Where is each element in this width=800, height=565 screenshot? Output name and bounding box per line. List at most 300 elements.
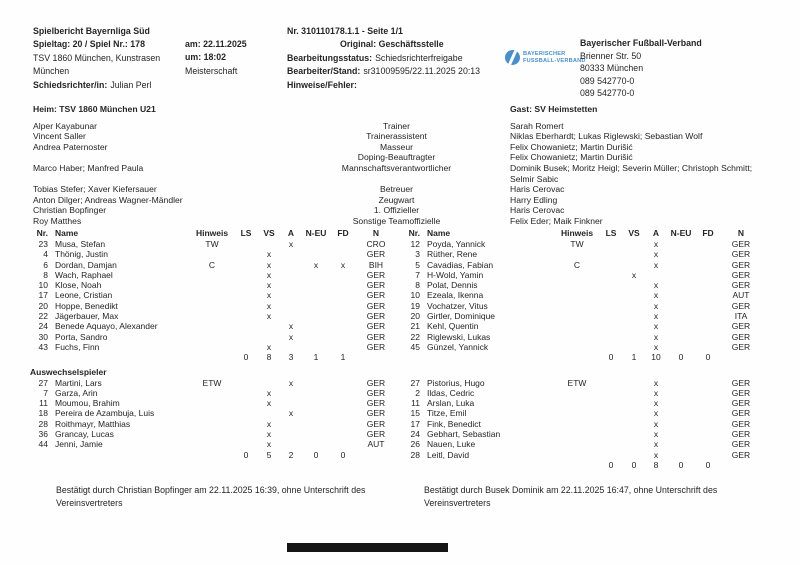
player-name: Jenni, Jamie — [55, 439, 103, 450]
mark-a: x — [653, 408, 659, 419]
page-title: Spielbericht Bayernliga Süd — [33, 26, 150, 36]
mark-vs — [623, 311, 645, 321]
mark-fd — [330, 439, 356, 449]
mark-fd — [695, 450, 721, 460]
mark-fd — [695, 249, 721, 259]
mark-ls — [599, 280, 623, 290]
player-row — [30, 290, 396, 300]
mark-ls — [234, 290, 258, 300]
mark-neu: x — [313, 259, 319, 270]
guest-starters-totals-row — [402, 352, 774, 362]
player-hinweis — [555, 398, 599, 408]
player-row — [402, 378, 774, 388]
home-team-title: Heim: TSV 1860 München U21 — [33, 104, 156, 114]
player-name: Girtler, Dominique — [427, 311, 496, 322]
player-name: Cavadias, Fabian — [427, 259, 494, 270]
home-table-header-row — [30, 228, 396, 239]
player-name: Martini, Lars — [55, 377, 102, 388]
mark-fd — [330, 249, 356, 259]
mark-vs — [623, 332, 645, 342]
mark-ls — [234, 342, 258, 352]
mark-neu — [667, 408, 695, 418]
official-role-label: Trainerassistent — [366, 131, 427, 142]
mark-fd — [695, 280, 721, 290]
col-header-name: Name — [55, 228, 79, 238]
mark-neu — [667, 290, 695, 300]
mark-neu — [667, 429, 695, 439]
player-row — [402, 249, 774, 259]
player-name: Gebhart, Sebastian — [427, 429, 501, 440]
player-number: 10 — [38, 280, 48, 291]
officials-row — [33, 131, 774, 142]
mark-ls — [234, 419, 258, 429]
player-hinweis — [190, 388, 234, 398]
player-number: 8 — [43, 269, 48, 280]
player-hinweis — [190, 311, 234, 321]
official-role-label: Zeugwart — [378, 194, 415, 205]
total-ls: 0 — [243, 352, 249, 363]
mark-neu — [667, 398, 695, 408]
player-name: Vochatzer, Vitus — [427, 300, 488, 311]
mark-vs — [623, 290, 645, 300]
officials-row — [33, 205, 774, 216]
player-hinweis — [555, 419, 599, 429]
home-starters-totals-row — [30, 352, 396, 362]
player-row — [402, 260, 774, 270]
total-vs: 8 — [266, 352, 272, 363]
player-name: Günzel, Yannick — [427, 341, 489, 352]
player-number: 27 — [38, 377, 48, 388]
mark-fd — [330, 419, 356, 429]
player-hinweis — [190, 249, 234, 259]
player-number: 20 — [38, 300, 48, 311]
header-datetime — [185, 38, 247, 78]
player-nationality: GER — [366, 398, 386, 409]
player-hinweis — [555, 290, 599, 300]
home-official-names: Tobias Stefer; Xaver Kiefersauer — [33, 184, 157, 195]
player-nationality: GER — [366, 280, 386, 291]
player-nationality: GER — [366, 300, 386, 311]
mark-vs — [623, 301, 645, 311]
player-row — [402, 239, 774, 249]
player-hinweis: TW — [570, 239, 584, 249]
mark-ls — [234, 398, 258, 408]
mark-a: x — [288, 239, 294, 249]
total-fd: 0 — [340, 449, 346, 460]
mark-vs — [623, 398, 645, 408]
mark-vs — [258, 378, 280, 388]
mark-fd — [330, 429, 356, 439]
editor-stand-row — [287, 65, 512, 78]
mark-a: x — [653, 398, 659, 409]
player-number: 44 — [38, 439, 48, 450]
player-number: 2 — [415, 387, 420, 398]
mark-neu — [302, 378, 330, 388]
mark-ls — [599, 450, 623, 460]
officials-row — [33, 184, 774, 195]
mark-a: x — [653, 449, 659, 460]
guest-subs-rows — [402, 378, 774, 460]
player-row — [30, 249, 396, 259]
player-nationality: GER — [366, 269, 386, 280]
scan-artifact-bar — [287, 543, 448, 552]
mark-ls — [234, 311, 258, 321]
player-name: Arslan, Luka — [427, 398, 475, 409]
player-hinweis — [555, 450, 599, 460]
col-header-fd: FD — [337, 228, 349, 238]
player-number: 36 — [38, 429, 48, 440]
mark-vs: x — [266, 429, 272, 440]
total-ls: 0 — [608, 352, 614, 363]
player-hinweis — [190, 280, 234, 290]
bfv-logo-line1: BAYERISCHER — [523, 51, 566, 58]
mark-a — [280, 311, 302, 321]
player-hinweis — [190, 290, 234, 300]
mark-neu — [302, 408, 330, 418]
player-name: H-Wold, Yamin — [427, 269, 484, 280]
guest-official-names: Dominik Busek; Moritz Heigl; Severin Müller; Christoph Schmitt; Selmir Sabic — [510, 162, 753, 184]
col-header-hinweis: Hinweis — [195, 228, 229, 238]
player-name: Leitl, David — [427, 449, 470, 460]
officials-row — [33, 121, 774, 132]
status-label: Bearbeitungsstatus: — [287, 52, 373, 63]
mark-fd — [330, 398, 356, 408]
player-name: Porta, Sandro — [55, 331, 108, 342]
mark-vs: x — [631, 269, 637, 280]
total-vs: 0 — [631, 459, 637, 470]
mark-vs — [623, 419, 645, 429]
player-name: Rüther, Rene — [427, 249, 478, 260]
total-neu: 0 — [678, 352, 684, 363]
player-row — [30, 342, 396, 352]
association-name: Bayerischer Fußball-Verband — [580, 38, 702, 48]
mark-ls — [599, 429, 623, 439]
mark-neu — [667, 378, 695, 388]
player-hinweis — [190, 439, 234, 449]
player-hinweis — [555, 270, 599, 280]
referee-name: Julian Perl — [110, 79, 152, 90]
player-hinweis — [555, 439, 599, 449]
mark-a: x — [653, 321, 659, 332]
player-row — [30, 419, 396, 429]
player-number: 18 — [38, 408, 48, 419]
player-number: 22 — [38, 311, 48, 322]
player-hinweis — [555, 301, 599, 311]
player-name: Fink, Benedict — [427, 418, 481, 429]
mark-ls — [599, 301, 623, 311]
player-name: Jägerbauer, Max — [55, 311, 119, 322]
mark-neu — [667, 321, 695, 331]
mark-neu — [302, 398, 330, 408]
mark-neu — [667, 388, 695, 398]
player-number: 23 — [38, 239, 48, 249]
player-number: 20 — [410, 311, 420, 322]
mark-fd — [330, 290, 356, 300]
bfv-logo-line2: FUSSBALL-VERBAND — [523, 57, 586, 64]
mark-ls — [599, 321, 623, 331]
mark-ls — [234, 388, 258, 398]
guest-official-names: Sarah Romert — [510, 120, 564, 131]
col-header-ls: LS — [240, 228, 252, 238]
player-hinweis — [190, 321, 234, 331]
status-value: Schiedsrichterfreigabe — [375, 52, 463, 63]
mark-neu — [302, 342, 330, 352]
mark-a: x — [653, 300, 659, 311]
col-header-vs: VS — [628, 228, 640, 238]
player-name: Dordan, Damjan — [55, 259, 117, 270]
mark-a: x — [653, 439, 659, 450]
col-header-n: N — [372, 228, 380, 238]
mark-fd — [695, 332, 721, 342]
mark-vs — [623, 342, 645, 352]
mark-ls — [599, 378, 623, 388]
player-number: 6 — [43, 259, 48, 270]
player-nationality: ITA — [734, 311, 748, 322]
original-text: Original: Geschäftsstelle — [340, 39, 444, 50]
mark-vs — [623, 239, 645, 249]
player-hinweis — [555, 311, 599, 321]
officials-row — [33, 152, 774, 163]
player-number: 28 — [410, 449, 420, 460]
mark-vs: x — [266, 280, 272, 291]
mark-fd — [695, 260, 721, 270]
mark-vs: x — [266, 387, 272, 398]
col-header-n: N — [737, 228, 745, 238]
player-nationality: GER — [731, 321, 751, 332]
association-street: Brienner Str. 50 — [580, 50, 642, 61]
mark-fd — [695, 301, 721, 311]
city-text: München — [33, 66, 70, 77]
association-city: 80333 München — [580, 63, 644, 74]
mark-fd — [695, 321, 721, 331]
player-row — [402, 321, 774, 331]
guest-confirmation-text: Bestätigt durch Busek Dominik am 22.11.2025 16:47, ohne Unterschrift des Vereinsvertreters — [424, 485, 718, 508]
player-hinweis: ETW — [202, 377, 222, 388]
col-header-a: A — [652, 228, 660, 238]
bfv-logo-text — [523, 51, 586, 64]
player-nationality: BIH — [368, 259, 384, 270]
player-row — [402, 429, 774, 439]
mark-fd — [695, 290, 721, 300]
mark-a: x — [288, 331, 294, 342]
guest-starters-rows — [402, 239, 774, 352]
mark-a: x — [653, 331, 659, 342]
mark-vs — [258, 408, 280, 418]
player-nationality: GER — [366, 377, 386, 388]
total-fd: 0 — [705, 459, 711, 470]
officials-row — [33, 216, 774, 227]
player-nationality: GER — [731, 439, 751, 450]
player-hinweis: C — [208, 259, 216, 270]
total-vs: 5 — [266, 449, 272, 460]
mark-vs: x — [266, 439, 272, 450]
mark-neu — [667, 270, 695, 280]
mark-vs — [258, 239, 280, 249]
player-hinweis — [190, 332, 234, 342]
player-row — [402, 332, 774, 342]
mark-vs: x — [266, 418, 272, 429]
mark-neu — [667, 342, 695, 352]
guest-team-title: Gast: SV Heimstetten — [510, 104, 598, 114]
guest-official-names: Felix Chowanietz; Martin Durišić — [510, 152, 633, 163]
player-name: Klose, Noah — [55, 280, 102, 291]
home-official-names: Roy Matthes — [33, 215, 82, 226]
mark-vs — [623, 450, 645, 460]
player-name: Poyda, Yannick — [427, 239, 486, 249]
official-role-label: Sonstige Teamoffizielle — [352, 215, 441, 226]
player-number: 22 — [410, 331, 420, 342]
total-neu: 1 — [313, 352, 319, 363]
mark-vs: x — [266, 249, 272, 260]
mark-vs — [623, 321, 645, 331]
mark-a — [280, 388, 302, 398]
player-nationality: GER — [366, 429, 386, 440]
referee-row — [33, 79, 160, 92]
col-header-name: Name — [427, 228, 451, 238]
col-header-hinweis: Hinweis — [560, 228, 594, 238]
mark-a — [280, 260, 302, 270]
col-header-nr: Nr. — [36, 228, 48, 238]
mark-a: x — [288, 377, 294, 388]
player-row — [30, 280, 396, 290]
mark-fd — [330, 321, 356, 331]
player-row — [30, 239, 396, 249]
total-ls: 0 — [608, 459, 614, 470]
mark-ls — [599, 332, 623, 342]
mark-vs: x — [266, 290, 272, 301]
mark-neu — [302, 429, 330, 439]
home-official-names: Christian Bopfinger — [33, 205, 107, 216]
mark-ls — [599, 249, 623, 259]
player-number: 26 — [410, 439, 420, 450]
mark-neu — [302, 290, 330, 300]
mark-neu — [667, 311, 695, 321]
mark-neu — [667, 249, 695, 259]
mark-ls — [599, 311, 623, 321]
association-phone-1: 089 542770-0 — [580, 75, 635, 86]
player-nationality: GER — [366, 341, 386, 352]
home-official-names: Andrea Paternoster — [33, 141, 108, 152]
player-row — [402, 301, 774, 311]
mark-neu — [302, 301, 330, 311]
mark-fd — [695, 439, 721, 449]
player-number: 5 — [415, 259, 420, 270]
officials-rows — [33, 121, 774, 227]
mark-fd — [330, 280, 356, 290]
total-neu: 0 — [678, 459, 684, 470]
player-number: 27 — [410, 377, 420, 388]
editor-label: Bearbeiter/Stand: — [287, 66, 361, 77]
total-a: 2 — [288, 449, 294, 460]
player-name: Benede Aquayo, Alexander — [55, 321, 158, 332]
player-row — [30, 311, 396, 321]
guest-official-names: Haris Cerovac — [510, 184, 565, 195]
mark-neu — [667, 301, 695, 311]
player-row — [30, 332, 396, 342]
mark-a: x — [653, 259, 659, 270]
mark-vs: x — [266, 269, 272, 280]
player-row — [30, 388, 396, 398]
mark-neu — [302, 239, 330, 249]
player-nationality: GER — [731, 249, 751, 260]
mark-a — [645, 270, 667, 280]
document-number: Nr. 310110178.1.1 - Seite 1/1 — [287, 26, 403, 36]
bfv-logo — [505, 50, 586, 65]
player-number: 7 — [43, 387, 48, 398]
mark-vs: x — [266, 311, 272, 322]
player-number: 3 — [415, 249, 420, 260]
total-neu: 0 — [313, 449, 319, 460]
player-hinweis: ETW — [567, 377, 587, 388]
player-name: Grancay, Lucas — [55, 429, 114, 440]
mark-ls — [234, 332, 258, 342]
player-name: Fuchs, Finn — [55, 341, 100, 352]
player-name: Polat, Dennis — [427, 280, 478, 291]
player-hinweis — [190, 342, 234, 352]
mark-a — [280, 301, 302, 311]
mark-fd — [330, 270, 356, 280]
mark-neu — [667, 239, 695, 249]
mark-a — [280, 439, 302, 449]
player-row — [402, 342, 774, 352]
player-hinweis — [190, 419, 234, 429]
mark-fd — [695, 388, 721, 398]
mark-fd — [695, 429, 721, 439]
player-nationality: GER — [366, 331, 386, 342]
player-nationality: GER — [731, 331, 751, 342]
player-name: Pistorius, Hugo — [427, 377, 485, 388]
matchday-text: Spieltag: 20 / Spiel Nr.: 178 — [33, 39, 145, 50]
mark-fd — [695, 398, 721, 408]
guest-official-names: Felix Chowanietz; Martin Durišić — [510, 141, 633, 152]
mark-fd: x — [340, 259, 346, 270]
player-row — [30, 260, 396, 270]
player-nationality: AUT — [367, 439, 385, 450]
official-role-label: Masseur — [380, 141, 413, 152]
player-name: Ildas, Cedric — [427, 387, 475, 398]
player-number: 30 — [38, 331, 48, 342]
player-number: 43 — [38, 341, 48, 352]
mark-ls — [234, 239, 258, 249]
official-role-label: Doping-Beauftragter — [357, 152, 436, 163]
player-row — [402, 450, 774, 460]
mark-ls — [599, 260, 623, 270]
player-number: 17 — [38, 290, 48, 301]
mark-a: x — [653, 377, 659, 388]
player-name: Pereira de Azambuja, Luis — [55, 408, 155, 419]
total-fd: 1 — [340, 352, 346, 363]
official-role-label: 1. Offizieller — [373, 205, 420, 216]
col-header-neu: N-EU — [670, 228, 692, 238]
mark-ls — [234, 408, 258, 418]
player-hinweis — [555, 280, 599, 290]
mark-ls — [599, 239, 623, 249]
mark-ls — [599, 398, 623, 408]
mark-vs — [623, 429, 645, 439]
mark-ls — [234, 260, 258, 270]
mark-vs — [623, 280, 645, 290]
mark-neu — [667, 419, 695, 429]
header-center — [287, 25, 512, 92]
col-header-vs: VS — [263, 228, 275, 238]
home-subs-totals-row — [30, 450, 396, 460]
player-nationality: GER — [366, 387, 386, 398]
col-header-a: A — [287, 228, 295, 238]
player-name: Thönig, Justin — [55, 249, 108, 260]
total-a: 3 — [288, 352, 294, 363]
guest-official-names: Felix Eder; Maik Finkner — [510, 215, 603, 226]
mark-a: x — [653, 429, 659, 440]
